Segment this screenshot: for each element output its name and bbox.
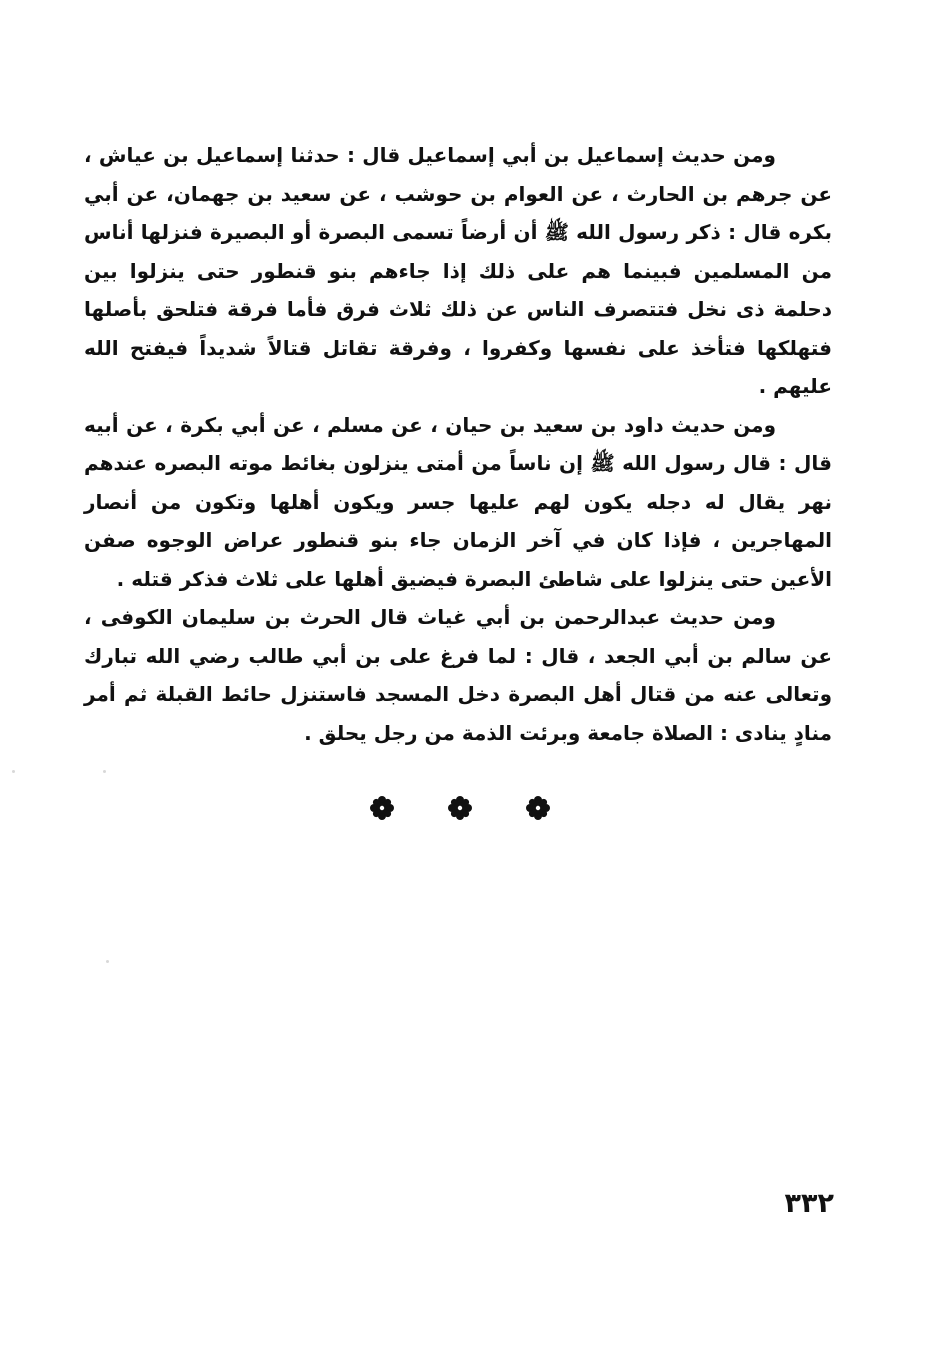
flower-ornament-icon — [370, 796, 394, 820]
paragraph-1: ومن حديث إسماعيل بن أبي إسماعيل قال : حدثنا إسماعيل بن عياش ، عن جرهم بن الحارث ، عن العوام بن حوشب ، عن سعيد بن جهمان، عن أبي بكره قال : ذكر رسول الله ﷺ أن أرضاً تسمى البصرة أو البصيرة فنزلها أناس من المسلمين فبينما هم على ذلك إذا جاءهم بنو قنطور حتى ينزلوا بين دحلمة ذى نخل فتتصرف الناس عن ذلك ثلاث فرق فأما فرقة فتلحق بأصلها فتهلكها فتأخذ على نفسها وكفروا ، وفرقة تقاتل قتالاً شديداً فيفتح الله عليهم . — [84, 143, 832, 398]
scan-speck — [12, 770, 15, 773]
flower-ornament-icon — [448, 796, 472, 820]
scan-speck — [103, 770, 106, 773]
scan-speck — [106, 960, 109, 963]
page-number: ٣٣٢ — [784, 1188, 834, 1219]
paragraph-3: ومن حديث عبدالرحمن بن أبي غياث قال الحرث بن سليمان الكوفى ، عن سالم بن أبي الجعد ، قال : لما فرغ على بن أبي طالب رضي الله تبارك وتعالى عنه من قتال أهل البصرة دخل المسجد فاستنزل حائط القبلة ثم أمر منادٍ ينادى : الصلاة جامعة وبرئت الذمة من رجل يحلق . — [84, 605, 832, 745]
paragraph-2: ومن حديث داود بن سعيد بن حيان ، عن مسلم ، عن أبي بكرة ، عن أبيه قال : قال رسول الله ﷺ إن ناساً من أمتى ينزلون بغائط موته البصره عندهم نهر يقال له دجله يكون لهم عليها جسر ويكون أهلها وتكون من أنصار المهاجرين ، فإذا كان في آخر الزمان جاء بنو قنطور عراض الوجوه صفن الأعين حتى ينزلوا على شاطئ البصرة فيضيق أهلها على ثلاث فذكر قتله . — [84, 412, 832, 591]
flower-ornament-icon — [526, 796, 550, 820]
body-text — [84, 136, 832, 752]
section-divider — [370, 792, 550, 824]
